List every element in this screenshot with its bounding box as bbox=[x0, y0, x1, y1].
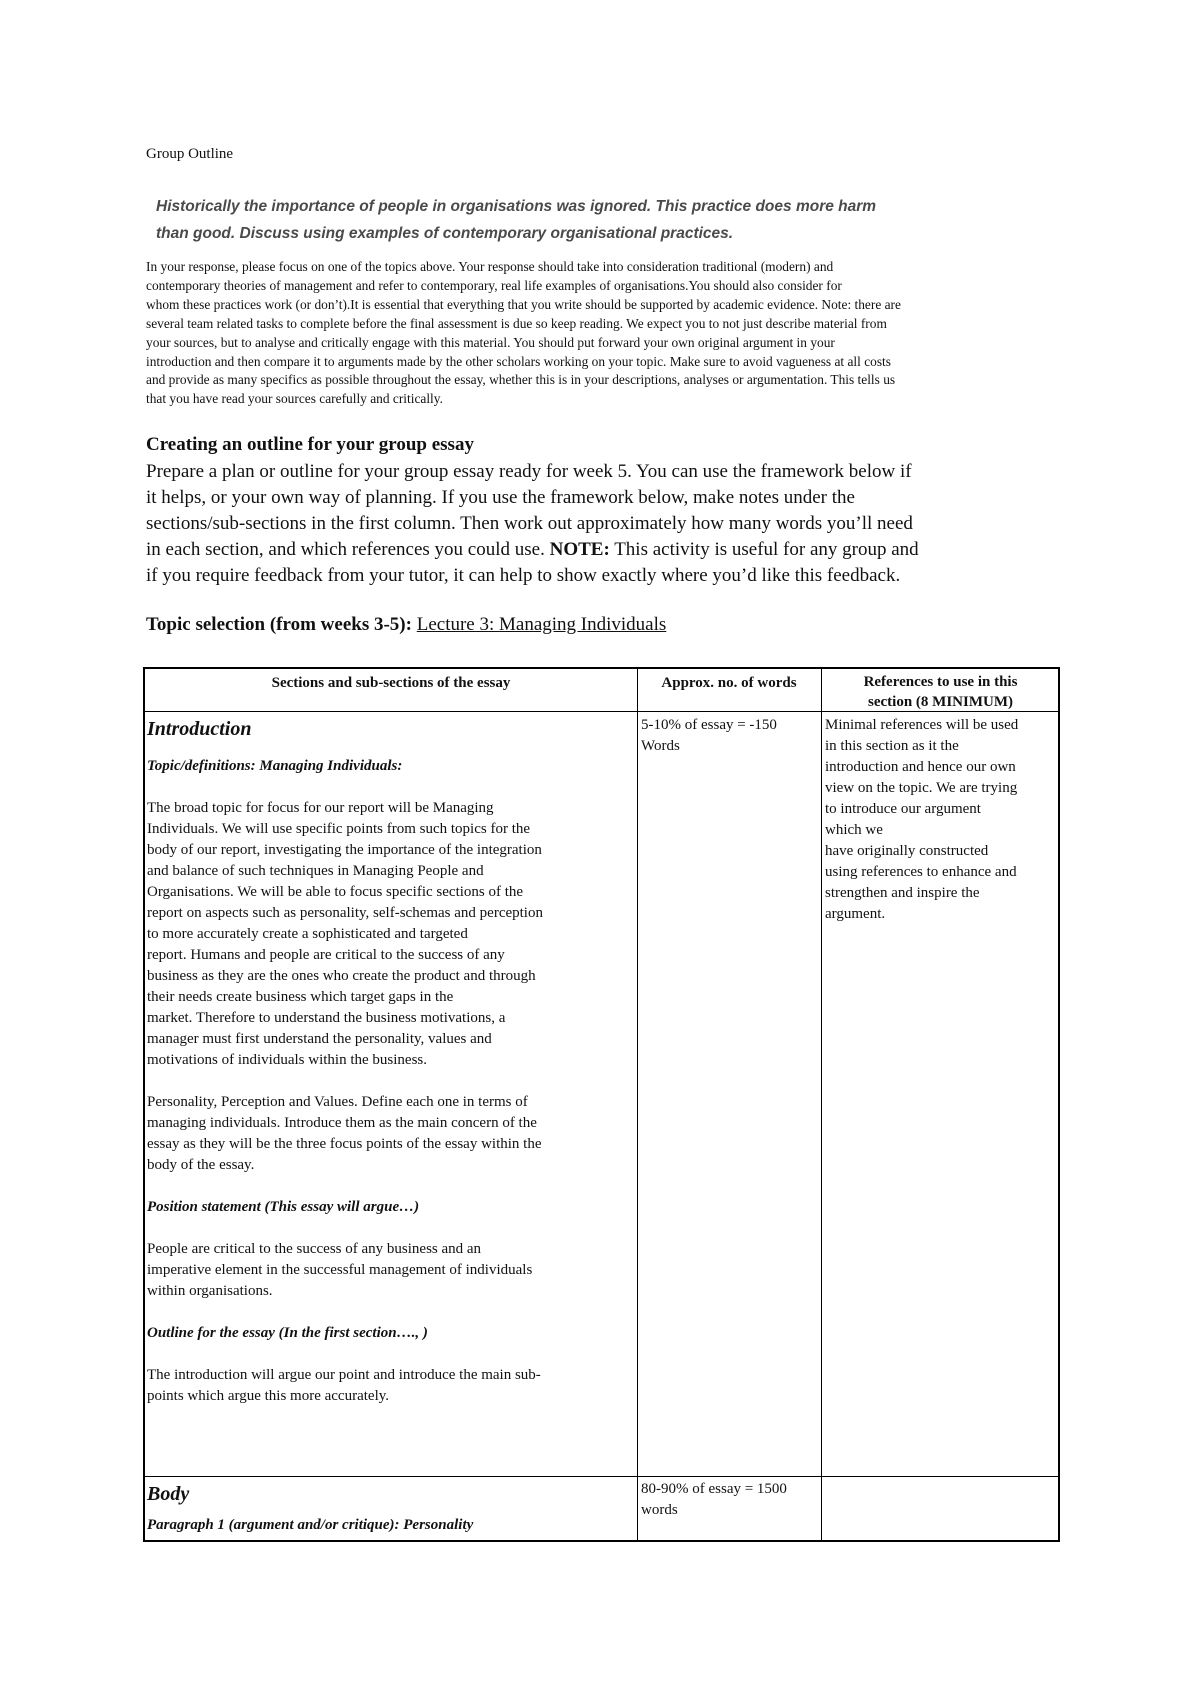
instruction-line: In your response, please focus on one of the topics above. Your response should take into consideration traditional (modern) and bbox=[146, 259, 834, 274]
outline-line: if you require feedback from your tutor, it can help to show exactly where you’d like this feedback. bbox=[146, 565, 901, 586]
text-line: People are critical to the success of any business and an bbox=[147, 1241, 482, 1257]
instruction-line: contemporary theories of management and refer to contemporary, real life examples of organisations.You should also consider for bbox=[146, 277, 842, 293]
essay-question bbox=[156, 193, 976, 247]
topic-selection bbox=[146, 614, 666, 636]
essay-outline-table bbox=[143, 667, 1060, 1542]
outline-instructions bbox=[146, 459, 1076, 589]
header-references-line: section (8 MINIMUM) bbox=[868, 694, 1013, 710]
text-line: managing individuals. Introduce them as the main concern of the bbox=[147, 1115, 537, 1131]
text-line: Individuals. We will use specific points from such topics for the bbox=[147, 821, 531, 837]
words-line: words bbox=[641, 1502, 678, 1518]
instruction-line: and provide as many specifics as possible throughout the essay, whether this is in your descriptions, analyses or argumentation. This tells us bbox=[146, 372, 896, 388]
outline-line: it helps, or your own way of planning. If you use the framework below, make notes under the bbox=[146, 487, 855, 508]
spacer bbox=[147, 742, 635, 756]
reference-line: strengthen and inspire the bbox=[825, 885, 980, 901]
text-line: report on aspects such as personality, self-schemas and perception bbox=[147, 905, 543, 921]
spacer bbox=[147, 777, 635, 798]
words-line: 5-10% of essay = -150 bbox=[641, 717, 777, 733]
text-line: Personality, Perception and Values. Define each one in terms of bbox=[147, 1094, 528, 1110]
instruction-line: several team related tasks to complete before the final assessment is due so keep reading. We expect you to not just describe material from bbox=[146, 315, 887, 331]
text-line: points which argue this more accurately. bbox=[147, 1388, 390, 1404]
text-line: manager must first understand the personality, values and bbox=[147, 1031, 492, 1047]
spacer bbox=[147, 1344, 635, 1365]
words-line: Words bbox=[641, 738, 680, 754]
instruction-line: introduction and then compare it to arguments made by the other scholars working on your topic. Make sure to avoid vagueness at all costs bbox=[146, 353, 891, 369]
spacer bbox=[147, 1176, 635, 1197]
text-line: Organisations. We will be able to focus specific sections of the bbox=[147, 884, 524, 900]
position-statement-label: Position statement (This essay will argue…) bbox=[147, 1199, 420, 1215]
text-line: motivations of individuals within the business. bbox=[147, 1052, 427, 1068]
outline-heading: Creating an outline for your group essay bbox=[146, 434, 474, 455]
text-line: to more accurately create a sophisticated and targeted bbox=[147, 926, 468, 942]
text-line: The broad topic for focus for our report will be Managing bbox=[147, 800, 494, 816]
text-line: report. Humans and people are critical to the success of any bbox=[147, 947, 505, 963]
outline-line-text: in each section, and which references you could use. bbox=[146, 539, 550, 560]
introduction-references-cell bbox=[825, 715, 1061, 925]
text-line: body of the essay. bbox=[147, 1157, 255, 1173]
introduction-title: Introduction bbox=[147, 718, 252, 740]
text-line: body of our report, investigating the importance of the integration bbox=[147, 842, 542, 858]
outline-line: sections/sub-sections in the first column. Then work out approximately how many words you’ll need bbox=[146, 513, 913, 534]
text-line: business as they are the ones who create the product and through bbox=[147, 968, 536, 984]
body-title: Body bbox=[147, 1483, 190, 1505]
body-words-cell bbox=[641, 1479, 819, 1521]
text-line: within organisations. bbox=[147, 1283, 273, 1299]
header-words: Approx. no. of words bbox=[661, 675, 797, 691]
outline-line bbox=[146, 537, 1076, 563]
introduction-cell bbox=[147, 716, 635, 1407]
introduction-words-cell bbox=[641, 715, 819, 757]
reference-line: have originally constructed bbox=[825, 843, 989, 859]
topic-value: Lecture 3: Managing Individuals bbox=[416, 614, 667, 635]
document-title: Group Outline bbox=[146, 146, 234, 162]
outline-line: Prepare a plan or outline for your group essay ready for week 5. You can use the framework below if bbox=[146, 461, 912, 482]
reference-line: in this section as it the bbox=[825, 738, 959, 754]
spacer bbox=[147, 1071, 635, 1092]
instruction-line: your sources, but to analyse and critically engage with this material. You should put forward your own original argument in your bbox=[146, 334, 835, 350]
question-line: than good. Discuss using examples of contemporary organisational practices. bbox=[156, 225, 734, 242]
column-divider bbox=[637, 669, 638, 1540]
note-label: NOTE: bbox=[549, 539, 610, 560]
words-line: 80-90% of essay = 1500 bbox=[641, 1481, 787, 1497]
header-sections: Sections and sub-sections of the essay bbox=[271, 675, 511, 691]
text-line: imperative element in the successful management of individuals bbox=[147, 1262, 533, 1278]
reference-line: view on the topic. We are trying bbox=[825, 780, 1018, 796]
header-references bbox=[821, 672, 1060, 712]
instructions-paragraph bbox=[146, 258, 1066, 409]
reference-line: to introduce our argument bbox=[825, 801, 981, 817]
text-line: their needs create business which target gaps in the bbox=[147, 989, 454, 1005]
row-divider bbox=[145, 1476, 1058, 1477]
reference-line: using references to enhance and bbox=[825, 864, 1017, 880]
reference-line: introduction and hence our own bbox=[825, 759, 1016, 775]
text-line: and balance of such techniques in Managing People and bbox=[147, 863, 484, 879]
instruction-line: whom these practices work (or don’t).It is essential that everything that you write should be supported by academic evidence. Note: there are bbox=[146, 296, 901, 312]
spacer bbox=[147, 1507, 635, 1515]
topic-definitions-label: Topic/definitions: Managing Individuals: bbox=[147, 758, 403, 774]
topic-label: Topic selection (from weeks 3-5): bbox=[146, 614, 412, 635]
text-line: market. Therefore to understand the business motivations, a bbox=[147, 1010, 506, 1026]
spacer bbox=[147, 1302, 635, 1323]
instruction-line: that you have read your sources carefully and critically. bbox=[146, 391, 443, 407]
spacer bbox=[147, 1218, 635, 1239]
question-line: Historically the importance of people in organisations was ignored. This practice does more harm bbox=[156, 198, 877, 215]
header-references-line: References to use in this bbox=[863, 674, 1018, 690]
text-line: essay as they will be the three focus points of the essay within the bbox=[147, 1136, 542, 1152]
outline-line-text: This activity is useful for any group and bbox=[609, 539, 919, 560]
body-cell bbox=[147, 1481, 635, 1536]
outline-label: Outline for the essay (In the first section…., ) bbox=[147, 1325, 428, 1341]
text-line: The introduction will argue our point and introduce the main sub- bbox=[147, 1367, 541, 1383]
paragraph-1-label: Paragraph 1 (argument and/or critique): Personality bbox=[147, 1517, 474, 1533]
reference-line: Minimal references will be used bbox=[825, 717, 1019, 733]
column-divider bbox=[821, 669, 822, 1540]
reference-line: argument. bbox=[825, 906, 886, 922]
reference-line: which we bbox=[825, 822, 883, 838]
